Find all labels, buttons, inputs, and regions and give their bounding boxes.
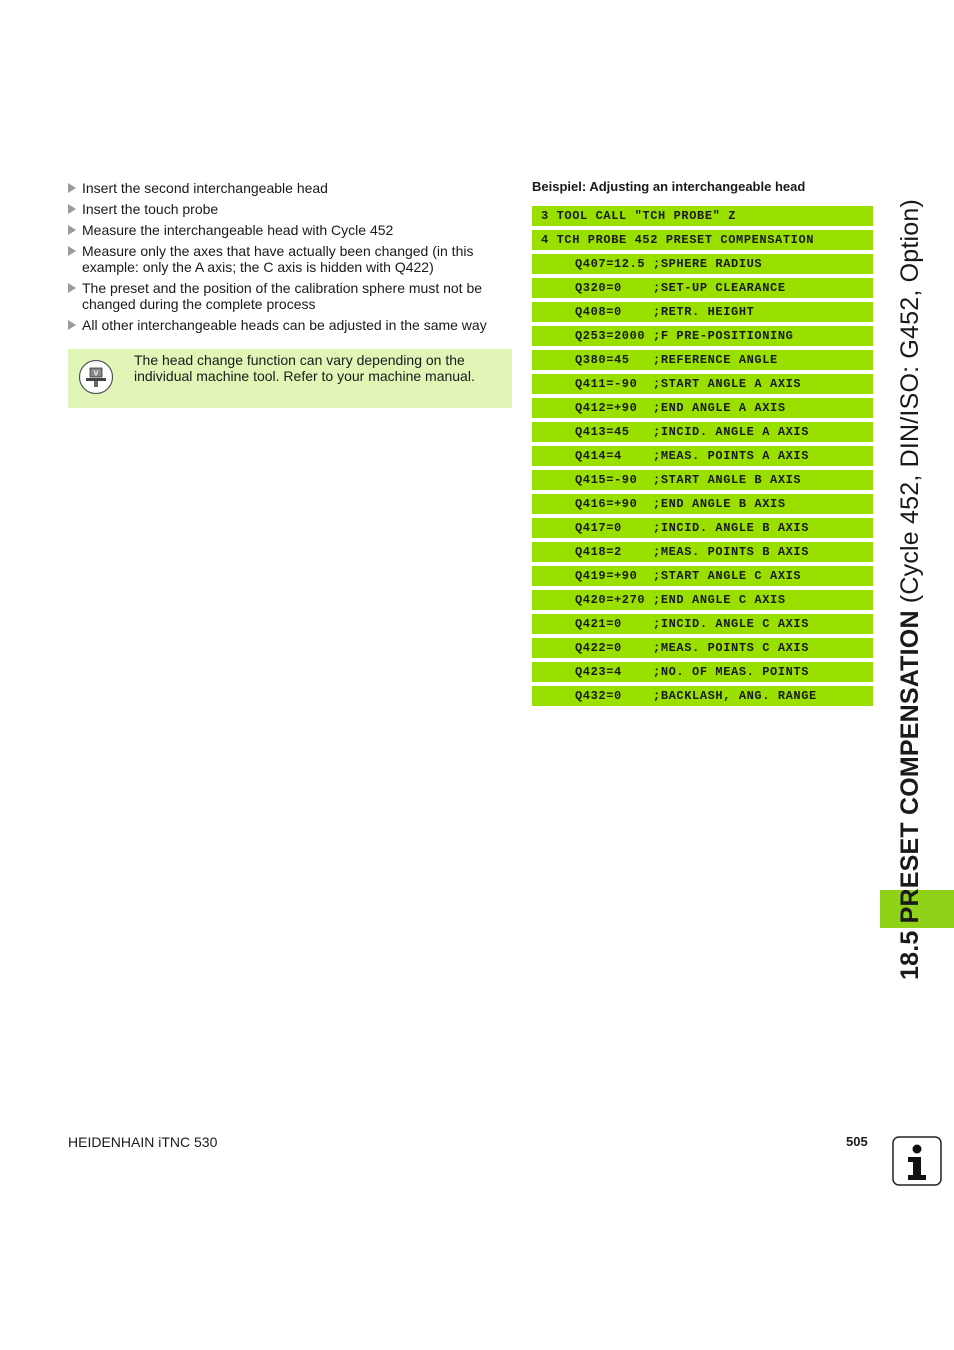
machine-manual-icon [78, 359, 114, 395]
info-icon [892, 1136, 942, 1186]
triangle-bullet-icon [68, 283, 76, 293]
list-item-text: Insert the touch probe [82, 201, 219, 217]
code-line: Q413=45 ;INCID. ANGLE A AXIS [532, 422, 873, 442]
machine-note-box [68, 349, 512, 408]
chapter-title [896, 199, 925, 980]
list-item-text: Measure only the axes that have actually been changed (in this example: only the A axis; the C axis is hidden with Q422) [82, 243, 474, 275]
list-item-text: Measure the interchangeable head with Cycle 452 [82, 222, 394, 238]
code-line: 4 TCH PROBE 452 PRESET COMPENSATION [532, 230, 873, 250]
list-item [68, 317, 508, 333]
nc-program-listing [532, 206, 873, 710]
code-line: Q417=0 ;INCID. ANGLE B AXIS [532, 518, 873, 538]
triangle-bullet-icon [68, 183, 76, 193]
note-text: The head change function can vary depending on the individual machine tool. Refer to your machine manual. [134, 352, 475, 384]
triangle-bullet-icon [68, 225, 76, 235]
code-line: Q420=+270 ;END ANGLE C AXIS [532, 590, 873, 610]
code-line: Q411=-90 ;START ANGLE A AXIS [532, 374, 873, 394]
instruction-list [68, 180, 508, 338]
list-item [68, 222, 508, 238]
list-item-text: The preset and the position of the calibration sphere must not be changed during the complete process [82, 280, 483, 312]
code-line: Q423=4 ;NO. OF MEAS. POINTS [532, 662, 873, 682]
example-title: Beispiel: Adjusting an interchangeable head [532, 179, 806, 194]
code-line: Q320=0 ;SET-UP CLEARANCE [532, 278, 873, 298]
chapter-title-bold: 18.5 PRESET COMPENSATION [896, 603, 924, 980]
list-item-text: Insert the second interchangeable head [82, 180, 328, 196]
code-line: Q432=0 ;BACKLASH, ANG. RANGE [532, 686, 873, 706]
triangle-bullet-icon [68, 246, 76, 256]
list-item [68, 280, 508, 312]
triangle-bullet-icon [68, 320, 76, 330]
code-line: 3 TOOL CALL "TCH PROBE" Z [532, 206, 873, 226]
code-line: Q407=12.5 ;SPHERE RADIUS [532, 254, 873, 274]
footer-product: HEIDENHAIN iTNC 530 [68, 1134, 218, 1150]
list-item [68, 243, 508, 275]
triangle-bullet-icon [68, 204, 76, 214]
code-line: Q414=4 ;MEAS. POINTS A AXIS [532, 446, 873, 466]
code-line: Q419=+90 ;START ANGLE C AXIS [532, 566, 873, 586]
list-item-text: All other interchangeable heads can be adjusted in the same way [82, 317, 487, 333]
page-number: 505 [846, 1134, 868, 1149]
list-item [68, 180, 508, 196]
chapter-title-rest: (Cycle 452, DIN/ISO: G452, Option) [896, 198, 924, 604]
code-line: Q415=-90 ;START ANGLE B AXIS [532, 470, 873, 490]
code-line: Q416=+90 ;END ANGLE B AXIS [532, 494, 873, 514]
code-line: Q422=0 ;MEAS. POINTS C AXIS [532, 638, 873, 658]
code-line: Q253=2000 ;F PRE-POSITIONING [532, 326, 873, 346]
code-line: Q421=0 ;INCID. ANGLE C AXIS [532, 614, 873, 634]
code-line: Q380=45 ;REFERENCE ANGLE [532, 350, 873, 370]
code-line: Q418=2 ;MEAS. POINTS B AXIS [532, 542, 873, 562]
icon-letter: V [93, 370, 99, 378]
code-line: Q412=+90 ;END ANGLE A AXIS [532, 398, 873, 418]
code-line: Q408=0 ;RETR. HEIGHT [532, 302, 873, 322]
list-item [68, 201, 508, 217]
